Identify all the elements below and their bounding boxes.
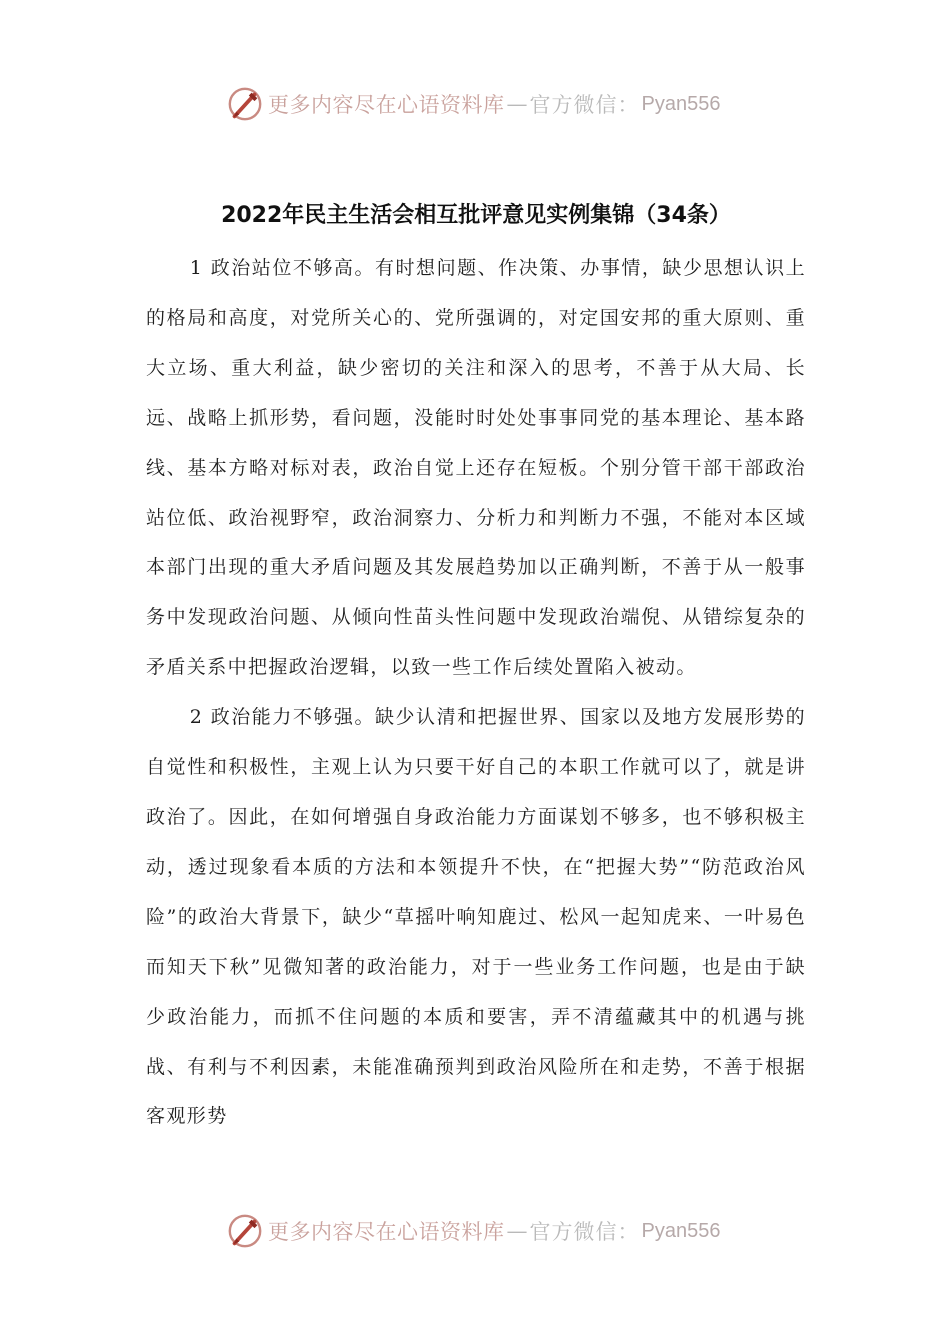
banner-dash: — xyxy=(506,1219,528,1243)
paragraph-2: 2 政治能力不够强。缺少认清和把握世界、国家以及地方发展形势的自觉性和积极性，主观上认为只要干好自己的本职工作就可以了，就是讲政治了。因此，在如何增强自身政治能力方面谋划不够多，也不够积极主动，透过现象看本质的方法和本领提升不快，在“把握大势”“防范政治风险”的政治大背景下，缺少“草摇叶响知鹿过、松风一起知虎来、一叶易色而知天下秋”见微知著的政治能力，对于一些业务工作问题，也是由于缺少政治能力，而抓不住问题的本质和要害，弄不清蕴藏其中的机遇与挑战、有利与不利因素，未能准确预判到政治风险所在和走势，不善于根据客观形势 xyxy=(146,706,806,1128)
document-body xyxy=(146,244,806,1142)
document-title: 2022年民主生活会相互批评意见实例集锦（34条） xyxy=(221,203,731,228)
banner-dash: — xyxy=(506,92,528,116)
pen-logo-icon xyxy=(226,1212,264,1250)
header-watermark xyxy=(226,84,720,124)
banner-text: 更多内容尽在心语资料库 xyxy=(268,1220,505,1244)
banner-wechat-id: Pyan556 xyxy=(641,92,721,115)
footer-watermark xyxy=(226,1211,720,1251)
banner-text: 更多内容尽在心语资料库 xyxy=(268,93,505,117)
paragraph-1: 1 政治站位不够高。有时想问题、作决策、办事情，缺少思想认识上的格局和高度，对党所关心的、党所强调的，对定国安邦的重大原则、重大立场、重大利益，缺少密切的关注和深入的思考，不善于从大局、长远、战略上抓形势，看问题，没能时时处处事事同党的基本理论、基本路线、基本方略对标对表，政治自觉上还存在短板。个别分管干部干部政治站位低、政治视野窄，政治洞察力、分析力和判断力不强，不能对本区域本部门出现的重大矛盾问题及其发展趋势加以正确判断，不善于从一般事务中发现政治问题、从倾向性苗头性问题中发现政治端倪、从错综复杂的矛盾关系中把握政治逻辑，以致一些工作后续处置陷入被动。 xyxy=(146,257,806,679)
banner-wechat-label: 官方微信： xyxy=(529,93,640,117)
pen-logo-icon xyxy=(226,85,264,123)
banner-wechat-label: 官方微信： xyxy=(529,1220,640,1244)
banner-wechat-id: Pyan556 xyxy=(641,1219,721,1242)
